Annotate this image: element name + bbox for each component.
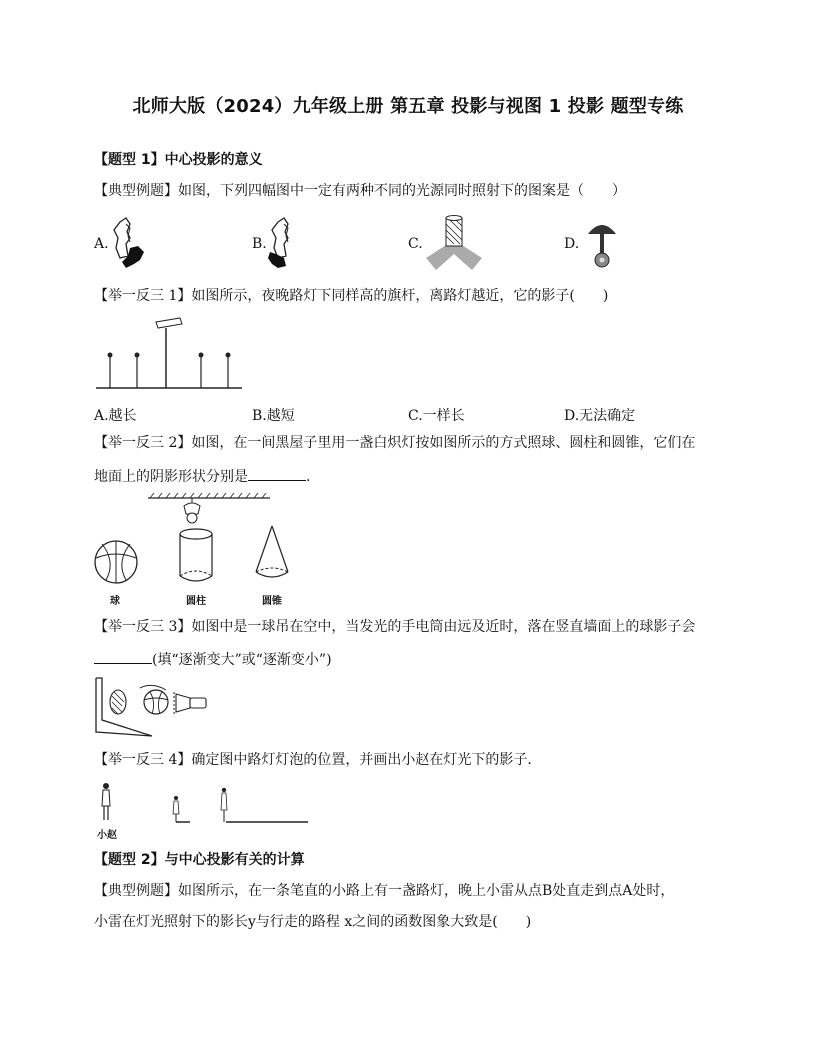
option-d-figure — [586, 222, 620, 276]
exercise-3-text-line1: 【举一反三 3】如图中是一球吊在空中，当发光的手电筒由远及近时，落在竖直墙面上的球影子会 — [94, 619, 696, 635]
xiaozhao-streetlight-figure — [94, 780, 314, 826]
streetlight-flagpoles-figure — [94, 314, 244, 392]
exercise-2-text-line2 — [94, 466, 310, 487]
option-c-figure — [424, 214, 484, 272]
option-a-label: A. — [94, 236, 109, 252]
lamp-ball-cylinder-cone-figure — [92, 492, 312, 588]
typical-example-2-line2: 小雷在灯光照射下的影长y与行走的路程 x之间的函数图象大致是( ) — [94, 914, 532, 930]
caption-cylinder: 圆柱 — [186, 596, 206, 607]
page-title: 北师大版（2024）九年级上册 第五章 投影与视图 1 投影 题型专练 — [132, 96, 684, 117]
option-b-figure — [266, 218, 306, 274]
caption-xiaozhao: 小赵 — [97, 830, 117, 841]
exercise-2-text-prefix: 地面上的阴影形状分别是 — [94, 469, 248, 485]
exercise-1-option-c: C.一样长 — [408, 408, 465, 424]
answer-blank — [94, 649, 152, 664]
typical-example-1-text: 【典型例题】如图，下列四幅图中一定有两种不同的光源同时照射下的图案是（ ） — [94, 183, 626, 199]
exercise-3-text-line2 — [94, 649, 332, 670]
option-c-label: C. — [408, 236, 423, 252]
exercise-1-option-b: B.越短 — [252, 408, 295, 424]
answer-blank — [248, 466, 306, 481]
option-a-figure — [108, 218, 148, 274]
exercise-4-text: 【举一反三 4】确定图中路灯灯泡的位置，并画出小赵在灯光下的影子． — [94, 752, 542, 768]
option-d-label: D. — [564, 236, 580, 252]
exercise-1-option-d: D.无法确定 — [564, 408, 636, 424]
exercise-2-text-suffix: . — [306, 469, 311, 485]
exercise-2-text-line1: 【举一反三 2】如图，在一间黑屋子里用一盏白炽灯按如图所示的方式照球、圆柱和圆锥，它们在 — [94, 435, 696, 451]
caption-ball: 球 — [110, 596, 120, 607]
exercise-1-option-a: A.越长 — [94, 408, 137, 424]
exercise-3-text-suffix: (填“逐渐变大”或“逐渐变小”) — [152, 652, 332, 668]
typical-example-2-line1: 【典型例题】如图所示，在一条笔直的小路上有一盏路灯，晚上小雷从点B处直走到点A处时， — [94, 883, 675, 899]
exercise-1-text: 【举一反三 1】如图所示，夜晚路灯下同样高的旗杆，离路灯越近，它的影子( ) — [94, 288, 609, 304]
option-b-label: B. — [252, 236, 267, 252]
caption-cone: 圆锥 — [262, 596, 282, 607]
type1-heading: 【题型 1】中心投影的意义 — [94, 152, 263, 168]
type2-heading: 【题型 2】与中心投影有关的计算 — [94, 852, 305, 868]
ball-flashlight-wall-figure — [94, 676, 214, 738]
